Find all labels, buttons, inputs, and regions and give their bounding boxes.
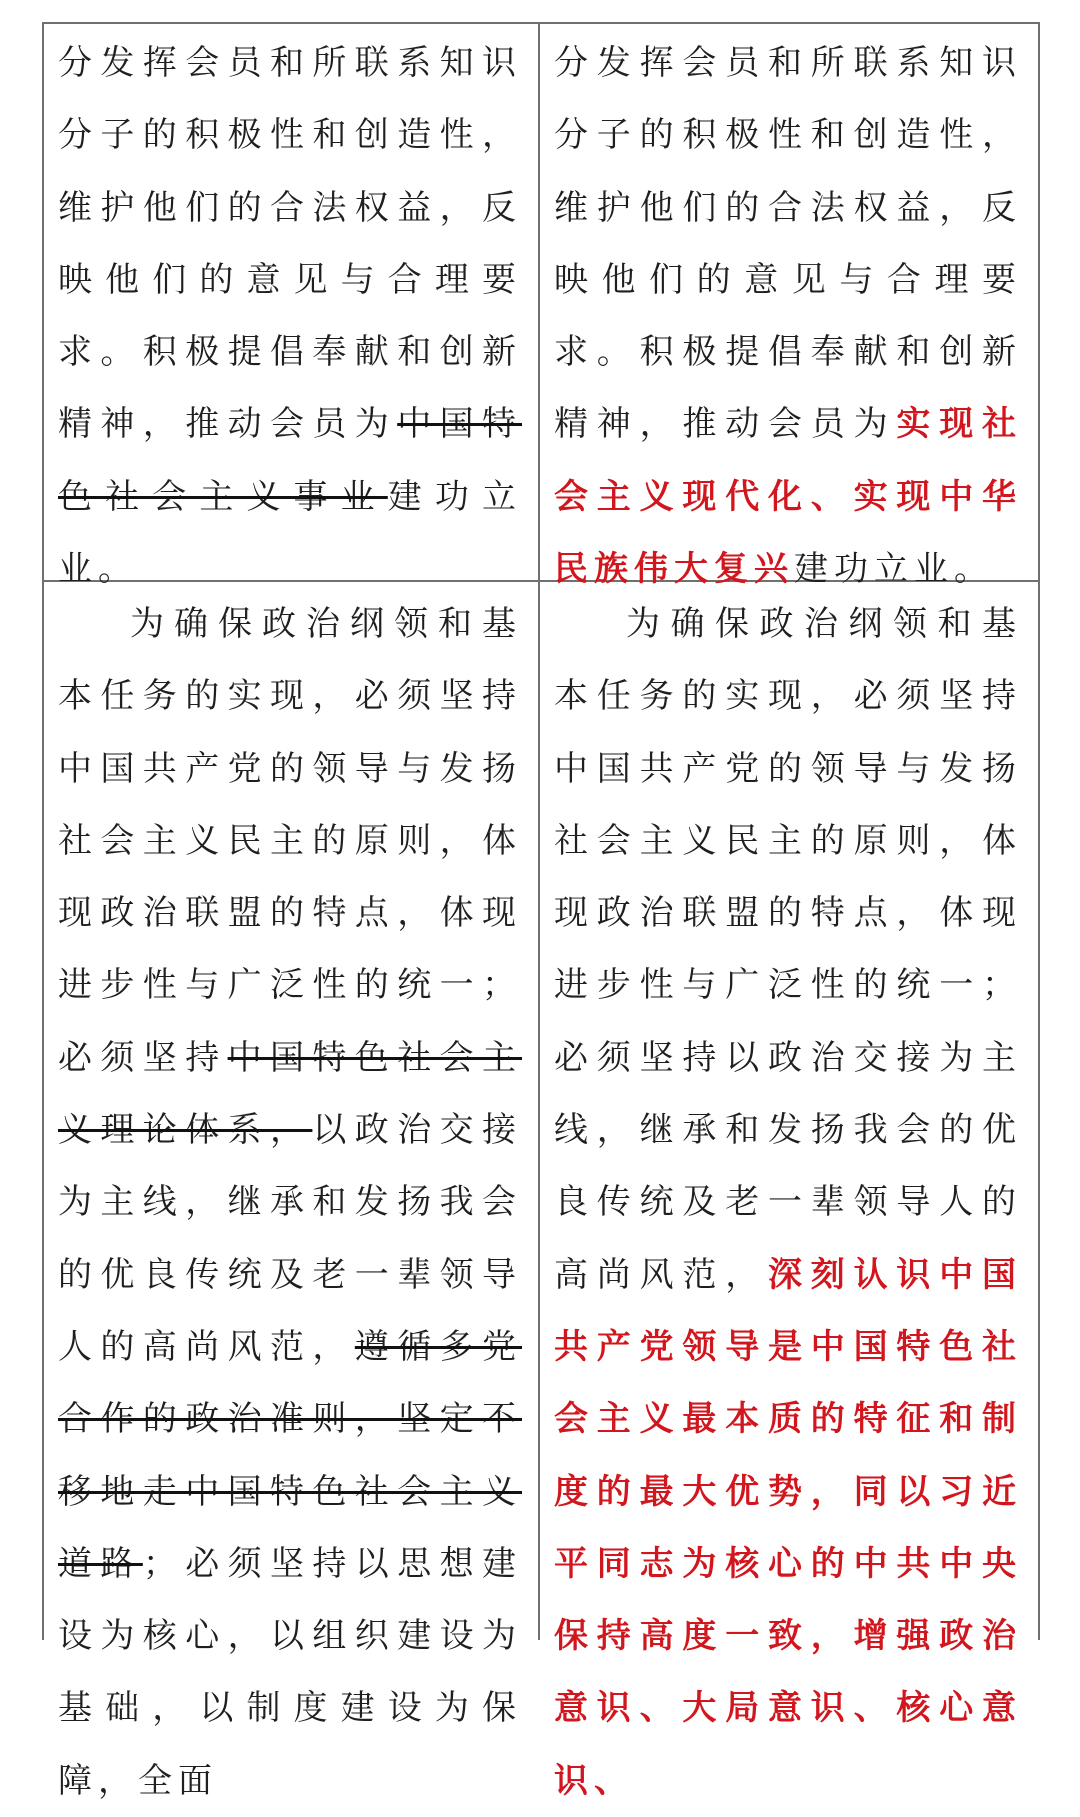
new-text-cell-2 [540, 582, 1038, 1801]
new-text: 为确保政治纲领和基本任务的实现，必须坚持中国共产党的领导与发扬社会主义民主的原则，体现政治联盟的特点，体现进步性与广泛性的统一；必须坚持以政治交接为主线，继承和发扬我会的优良传统及老一辈领导人的高尚风范， [554, 604, 1022, 1295]
old-paragraph-2 [58, 588, 522, 1817]
old-text: 为确保政治纲领和基本任务的实现，必须坚持中国共产党的领导与发扬社会主义民主的原则，体现政治联盟的特点，体现进步性与广泛性的统一；必须坚持 [58, 604, 522, 1078]
comparison-table [42, 22, 1040, 1801]
old-paragraph-1 [58, 27, 522, 605]
new-text-cell-1 [540, 24, 1038, 590]
old-text: 建功立业。 [58, 476, 523, 590]
added-text: 深刻认识中国共产党领导是中国特色社会主义最本质的特征和制度的最大优势，同以习近平同志为核心的中共中央保持高度一致，增强政治意识、大局意识、核心意识、 [554, 1254, 1022, 1801]
old-text-cell-1 [44, 24, 538, 590]
old-text: 分发挥会员和所联系知识分子的积极性和创造性，维护他们的合法权益，反映他们的意见与合理要求。积极提倡奉献和创新精神，推动会员为 [58, 43, 522, 445]
table-border-right [1038, 22, 1040, 1640]
deleted-text: 中国特色社会主义事业 [58, 404, 523, 517]
new-text: 建功立业。 [794, 549, 994, 590]
deleted-text: 中国特色社会主义理论体系， [58, 1037, 523, 1151]
old-text: 以政治交接为主线，继承和发扬我会的优良传统及老一辈领导人的高尚风范， [58, 1110, 523, 1367]
new-paragraph-2 [554, 588, 1022, 1817]
old-text-cell-2 [44, 582, 538, 1801]
deleted-text: 遵循多党合作的政治准则，坚定不移地走中国特色社会主义道路 [58, 1326, 523, 1584]
new-text: 分发挥会员和所联系知识分子的积极性和创造性，维护他们的合法权益，反映他们的意见与合理要求。积极提倡奉献和创新精神，推动会员为 [554, 43, 1022, 445]
added-text: 实现社会主义现代化、实现中华民族伟大复兴 [554, 404, 1023, 590]
old-text: ；必须坚持以思想建设为核心，以组织建设为基础，以制度建设为保障，全面 [58, 1543, 523, 1801]
new-paragraph-1 [554, 27, 1022, 605]
